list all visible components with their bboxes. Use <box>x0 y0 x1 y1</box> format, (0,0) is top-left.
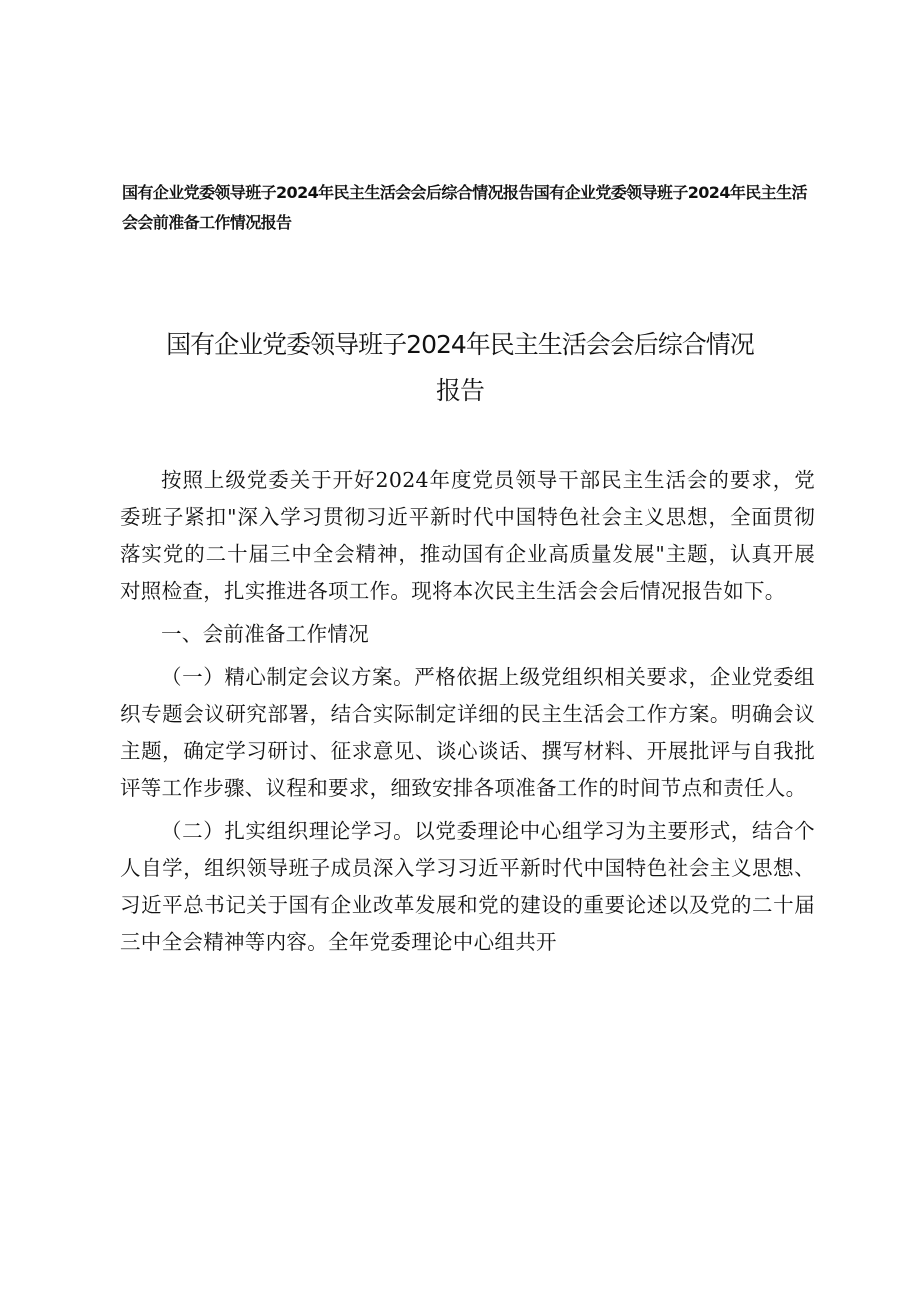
paragraph-study: （二）扎实组织理论学习。以党委理论中心组学习为主要形式，结合个人自学，组织领导班子成员深入学习习近平新时代中国特色社会主义思想、习近平总书记关于国有企业改革发展和党的建设的重要论述以及党的二十届三中全会精神等内容。全年党委理论中心组共开 <box>120 819 815 954</box>
document-title <box>80 322 840 414</box>
section-heading: 一、会前准备工作情况 <box>161 622 369 646</box>
title-line-1: 国有企业党委领导班子2024年民主生活会会后综合情况 <box>166 330 754 359</box>
paragraph-plan: （一）精心制定会议方案。严格依据上级党组织相关要求，企业党委组织专题会议研究部署，结合实际制定详细的民主生活会工作方案。明确会议主题，确定学习研讨、征求意见、谈心谈话、撰写材料、开展批评与自我批评等工作步骤、议程和要求，细致安排各项准备工作的时间节点和责任人。 <box>120 665 815 800</box>
document-header: 国有企业党委领导班子2024年民主生活会会后综合情况报告国有企业党委领导班子2024年民主生活会会前准备工作情况报告 <box>122 183 807 232</box>
document-body <box>120 462 815 967</box>
title-line-2: 报告 <box>435 376 484 405</box>
intro-paragraph: 按照上级党委关于开好2024年度党员领导干部民主生活会的要求，党委班子紧扣"深入学习贯彻习近平新时代中国特色社会主义思想，全面贯彻落实党的二十届三中全会精神，推动国有企业高质量发展"主题，认真开展对照检查，扎实推进各项工作。现将本次民主生活会会后情况报告如下。 <box>120 468 815 603</box>
